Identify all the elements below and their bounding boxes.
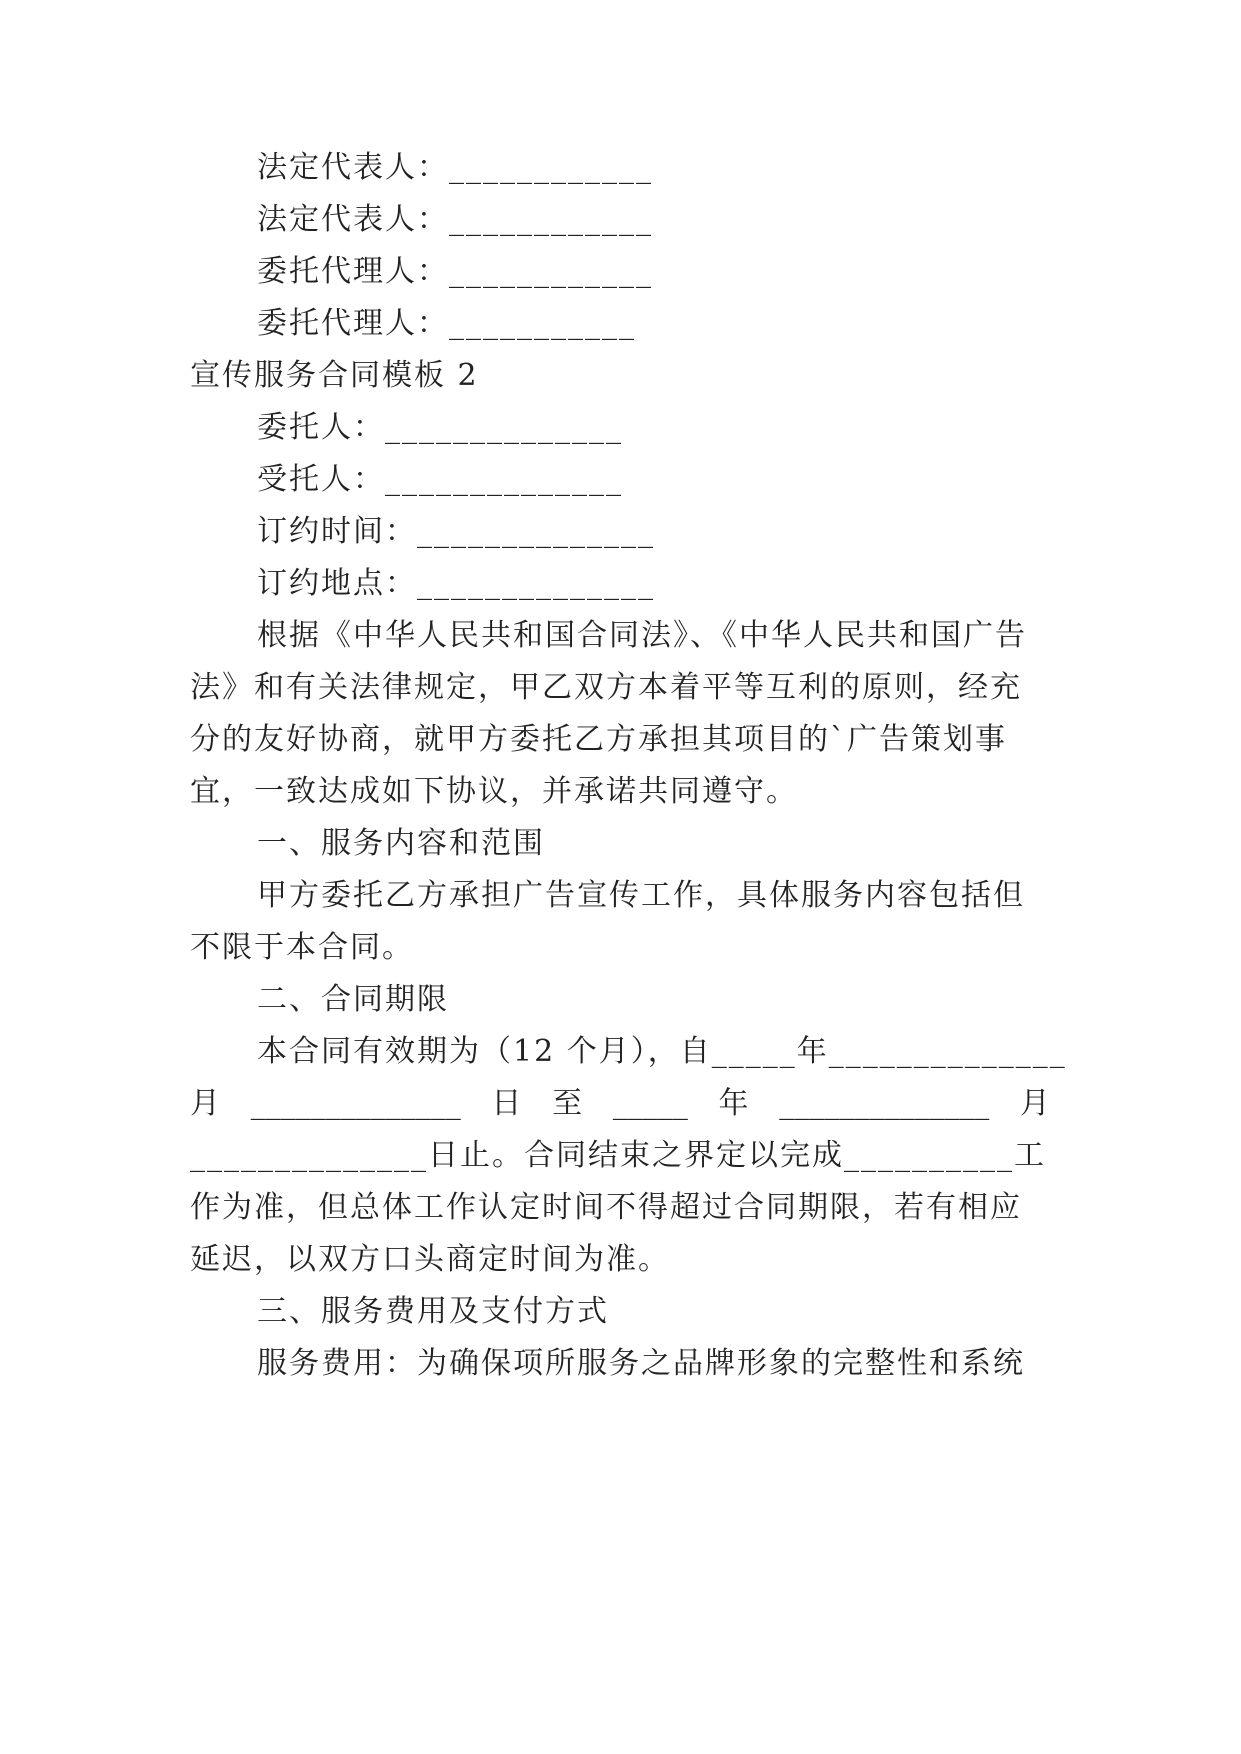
- preamble-line-3: 分的友好协商，就甲方委托乙方承担其项目的`广告策划事: [190, 722, 1007, 757]
- scope-line-1: 甲方委托乙方承担广告宣传工作，具体服务内容包括但: [257, 878, 1025, 913]
- term-line-2: [190, 1084, 1050, 1124]
- term-day-label: 日: [491, 1086, 522, 1121]
- party-client: 委托人：______________: [257, 410, 623, 445]
- term-month-label: 月: [190, 1086, 220, 1121]
- preamble-line-2: 法》和有关法律规定，甲乙双方本着平等互利的原则，经充: [190, 670, 1022, 705]
- party-contractor: 受托人：______________: [257, 462, 623, 497]
- heading-fees: 三、服务费用及支付方式: [257, 1294, 609, 1329]
- scope-line-2: 不限于本合同。: [190, 930, 414, 965]
- term-blank-1: ______________: [250, 1086, 461, 1121]
- term-blank-3: ______________: [779, 1086, 990, 1121]
- signature-agent-1: 委托代理人：____________: [257, 254, 653, 289]
- signature-legal-rep-2: 法定代表人：____________: [257, 202, 653, 237]
- heading-term: 二、合同期限: [257, 982, 449, 1017]
- term-line-5: 延迟，以双方口头商定时间为准。: [190, 1242, 670, 1277]
- term-line-3: ______________日止。合同结束之界定以完成__________工: [190, 1138, 1046, 1173]
- section-title: 宣传服务合同模板 2: [190, 358, 479, 393]
- term-line-1: 本合同有效期为（12 个月），自_____年______________: [257, 1034, 1067, 1069]
- term-blank-2: _____: [612, 1086, 688, 1121]
- preamble-line-4: 宜，一致达成如下协议，并承诺共同遵守。: [190, 774, 798, 809]
- preamble-line-1: 根据《中华人民共和国合同法》、《中华人民共和国广告: [257, 618, 1027, 653]
- heading-scope: 一、服务内容和范围: [257, 826, 545, 861]
- signature-agent-2: 委托代理人：___________: [257, 306, 636, 341]
- signing-place: 订约地点：______________: [257, 566, 655, 601]
- term-month-label-2: 月: [1019, 1086, 1050, 1121]
- term-year-label: 年: [718, 1086, 749, 1121]
- term-to-label: 至: [552, 1086, 583, 1121]
- signing-time: 订约时间：______________: [257, 514, 655, 549]
- signature-legal-rep-1: 法定代表人：____________: [257, 150, 653, 185]
- fee-line-1: 服务费用：为确保项所服务之品牌形象的完整性和系统: [257, 1346, 1025, 1381]
- term-line-4: 作为准，但总体工作认定时间不得超过合同期限，若有相应: [190, 1190, 1022, 1225]
